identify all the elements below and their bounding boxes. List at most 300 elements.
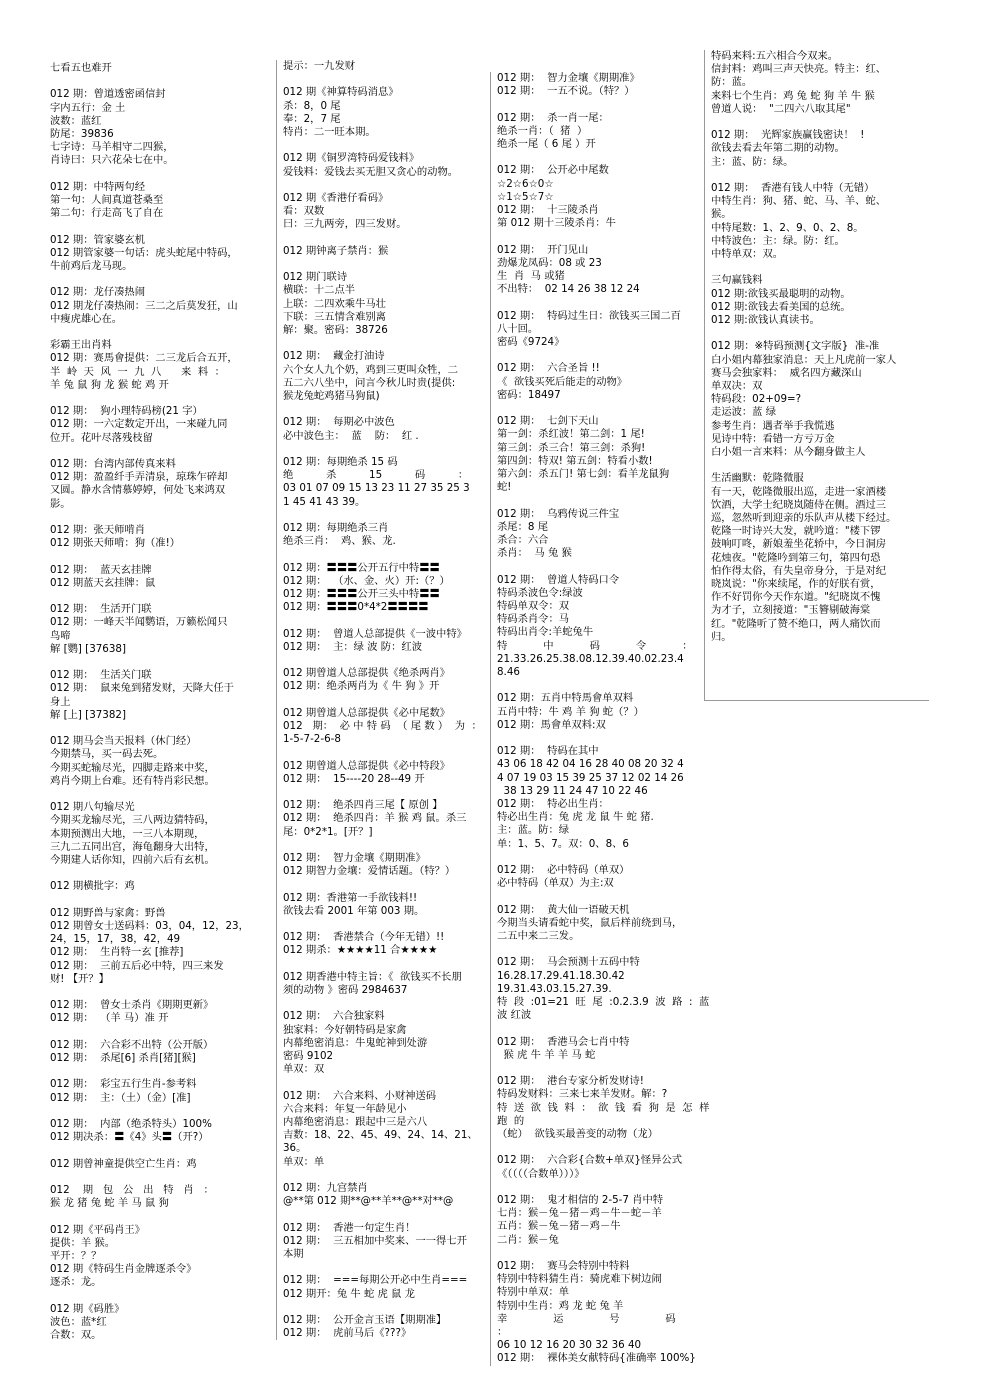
text-line: 今期禁马，买一码去死。 xyxy=(50,748,164,761)
text-line xyxy=(497,732,711,745)
text-line: 012 期：〓〓〓公开三头中特〓〓 xyxy=(283,587,440,600)
text-line: 横联：十二点半 xyxy=(283,284,356,297)
text-line: 特码单双令：双 xyxy=(497,600,570,612)
text-line: 012 期： 彩宝五行生肖-参考料 xyxy=(50,1078,197,1091)
text-line: 012 期横批字：鸡 xyxy=(50,880,135,893)
text-line xyxy=(283,232,497,245)
text-line: 绝 杀 15 码 ： xyxy=(283,469,469,482)
column-3 xyxy=(490,72,722,1366)
text-line: 012 期：绝杀两肖为《 牛 狗 》开 xyxy=(283,680,440,693)
text-line: 《 欲钱买死后能走的动物》 xyxy=(497,375,628,388)
text-line: 猴。 xyxy=(711,208,732,221)
text-line: 特别中单双：单 xyxy=(497,1286,570,1299)
text-line xyxy=(283,958,497,971)
text-line: 参考生肖：遇者举手我慌逃 xyxy=(711,419,835,432)
text-line: 五肖中特：牛 鸡 羊 狗 蛇（？） xyxy=(497,705,644,718)
text-line: 有一天，乾隆微服出巡，走进一家酒楼 xyxy=(711,485,887,498)
text-line: 012 期：赛馬會提供：二三龙后合五开， xyxy=(50,352,238,365)
text-line: 密码 9102 xyxy=(283,1049,334,1062)
text-line xyxy=(283,1261,497,1274)
text-line xyxy=(497,1022,711,1035)
text-line: 又圆。静水含情慕婷婷，何处飞来鸿双 xyxy=(50,484,226,497)
text-line: 012 期： 特必出生肖： xyxy=(497,798,609,811)
text-line: 波 红波 xyxy=(497,1009,532,1022)
text-line: 012 期： 15----20 28--49 开 xyxy=(283,772,425,785)
text-line: 合数：双。 xyxy=(50,1329,102,1342)
text-line: 012 期管家婆一句话：虎头蛇尾中特码， xyxy=(50,246,238,259)
text-line: 上联：二四欢乘牛马壮 xyxy=(283,297,386,310)
text-line: 字内五行：金 土 xyxy=(50,101,126,114)
text-line: 012 期蓝天玄挂牌：鼠 xyxy=(50,576,156,589)
text-line: 012 期杀：★★★★11 合★★★★ xyxy=(283,944,438,957)
text-line: 特别中生肖：鸡 龙 蛇 兔 羊 xyxy=(497,1299,624,1312)
text-line: 21.33.26.25.38.08.12.39.40.02.23.4 xyxy=(497,652,684,665)
text-line xyxy=(497,98,711,111)
text-line: 白小姐内幕独家消息：天上凡虎前一家人 xyxy=(711,353,897,366)
text-line: 单双决：双 xyxy=(711,380,763,393)
text-line: 012 期： 绝杀四肖三尾【 原创 】 xyxy=(283,799,443,812)
text-line: 012 期龙仔凑热闹：三二之后莫发狂，山 xyxy=(50,299,238,312)
text-line xyxy=(50,590,268,603)
text-line: 1 45 41 43 39。 xyxy=(283,495,366,508)
text-line: 012 期： 狗小理特码榜(21 字） xyxy=(50,405,203,418)
text-line: 012 期：一六定数定开出，一来碰九同 xyxy=(50,418,228,431)
text-line: 六个女人九个奶，鸡到三更叫众牲，二 xyxy=(283,363,459,376)
text-line xyxy=(497,494,711,507)
text-line xyxy=(50,788,268,801)
text-line: 提供：羊 猴。 xyxy=(50,1236,116,1249)
text-line: 012 期：馬會单双料:双 xyxy=(497,718,606,731)
text-line xyxy=(497,890,711,903)
text-line: 012 期： 黄大仙一语破天机 xyxy=(497,903,630,916)
text-line: 杀合：六合 xyxy=(497,534,549,546)
text-line: 三九二五同出宫，海龟翻身大出特， xyxy=(50,840,215,853)
text-line: 012 期香港中特主旨：《 欲钱买不长朋 xyxy=(283,970,462,983)
text-line: 主：蓝。防：绿 xyxy=(497,824,570,837)
text-line: 欲钱去看去年第二期的动物。 xyxy=(711,142,845,155)
text-line: 012 期《码胜》 xyxy=(50,1302,125,1315)
text-line: 财! 【开？】 xyxy=(50,972,109,985)
text-line xyxy=(283,997,497,1010)
text-line: 012 期： 主：绿 波 防：红波 xyxy=(283,640,422,653)
text-line: 七字诗：马羊相守二四猴， xyxy=(50,141,174,154)
text-line: 012 期《特码生肖金牌逐杀令》 xyxy=(50,1263,197,1276)
text-line: 内幕绝密消息：跟起中三是六八 xyxy=(283,1115,428,1128)
text-line: 欲钱去看 2001 年第 003 期。 xyxy=(283,904,425,917)
text-line: 必中特码（单双）为主:双 xyxy=(497,877,614,890)
text-line: 特码发财料：三来七来羊发财。解：? xyxy=(497,1088,668,1101)
text-line: 中特波色：主：绿。防：红。 xyxy=(711,234,845,247)
text-line: 赛马会独家料： 威名四方藏深山 xyxy=(711,366,862,379)
text-line xyxy=(283,614,497,627)
text-line xyxy=(283,654,497,667)
text-line xyxy=(283,878,497,891)
text-line xyxy=(50,867,268,880)
text-line: 012 期：每期绝杀三肖 xyxy=(283,521,389,534)
text-line: 012 期： 三五相加中奖来、一一得七开 xyxy=(283,1234,467,1247)
text-line: 独家料：今好朝特码是家禽 xyxy=(283,1023,407,1036)
text-line: 第一句：人间真道苍桑至 xyxy=(50,194,164,206)
text-line: 绝杀三肖： 鸡、猴、龙. xyxy=(283,535,396,548)
text-line: 012 期曾神童提供空亡生肖：鸡 xyxy=(50,1157,197,1170)
text-line: 今期买蛇输尽光，四脚走路来中奖， xyxy=(50,761,215,774)
text-line: 1-5-7-2-6-8 xyxy=(283,733,341,746)
text-line xyxy=(283,746,497,759)
text-line: 012 期： 内部（绝杀特头）100% xyxy=(50,1117,212,1130)
text-line xyxy=(50,1290,268,1303)
text-line: 012 期： 光辉家族赢钱密诀！ ! xyxy=(711,129,865,142)
text-line: 红。"乾隆听了赞不绝口，两人痛饮而 xyxy=(711,617,881,630)
text-line: 012 期:欲钱认真读书。 xyxy=(711,314,820,327)
text-line: 主：蓝、防：绿。 xyxy=(711,155,794,168)
text-line xyxy=(50,986,268,999)
text-line: 012 期：管家婆玄机 xyxy=(50,233,146,246)
text-line: 012 期： 智力金壤《期期准》 xyxy=(497,72,640,84)
text-line: 猴 龙 猪 兔 蛇 羊 马 鼠 狗 xyxy=(50,1197,169,1210)
text-line: 彩霸王出肖料 xyxy=(50,339,112,352)
text-line xyxy=(711,169,925,182)
text-line: 012 期：每期绝杀 15 码 xyxy=(283,455,398,468)
text-line xyxy=(283,403,497,416)
text-line: 杀肖： 马 兔 猴 xyxy=(497,547,572,560)
text-line xyxy=(283,139,497,152)
text-line: 012 期： 港台专家分析发财诗! xyxy=(497,1075,644,1088)
text-line: 须的动物 》密码 2984637 xyxy=(283,983,408,996)
text-line: 012 期： 鼠来兔到猪发财，天降大任于 xyxy=(50,682,234,695)
text-line: 归。 xyxy=(711,630,732,643)
text-line: 24，15，17，38，42，49 xyxy=(50,933,181,946)
text-line xyxy=(50,445,268,458)
text-line: 特码段：02+09=? xyxy=(711,393,802,406)
text-line: 012 期： 十三陵杀肖 xyxy=(497,204,599,216)
text-line: 012 期：九宫禁肖 xyxy=(283,1181,368,1194)
text-line: 012 期智力金壤：爱情话题。（特？） xyxy=(283,865,456,878)
text-line: 012 期： 必 中 特 码 （ 尾 数 ） 为 ： xyxy=(283,719,482,732)
text-line: 012 期:欲钱去看美国的总统。 xyxy=(711,300,851,313)
text-line xyxy=(283,1301,497,1314)
text-line: 012 期： 曾道人特码口令 xyxy=(497,573,620,586)
text-line: 012 期： 特码在其中 xyxy=(497,745,599,758)
text-line: 012 期： 主：（土）（金）[准] xyxy=(50,1091,191,1104)
text-line: 乾隆一时诗兴大发，就吟道："楼下锣 xyxy=(711,525,881,538)
text-line: 特肖：二一旺本期。 xyxy=(283,126,376,138)
text-line: 012 期： 香港禁合（今年无错）!! xyxy=(283,931,445,944)
text-line xyxy=(50,1144,268,1157)
text-line xyxy=(283,443,497,456)
text-line: 第三剑：杀三合！第三剑：杀狗! xyxy=(497,441,646,454)
text-line: 012 期： 生活开门联 xyxy=(50,603,152,616)
text-line xyxy=(50,550,268,563)
text-line xyxy=(283,918,497,931)
text-line: 二肖：猴－兔 xyxy=(497,1233,559,1246)
text-line xyxy=(711,261,925,274)
text-line xyxy=(50,894,268,907)
text-line: 8.46 xyxy=(497,666,520,679)
text-line: 鼓响叮咚，新娘羞坐花轿中，今日洞房 xyxy=(711,538,887,551)
text-line: 劲爆龙凤码：08 或 23 xyxy=(497,256,602,269)
text-line xyxy=(711,459,925,472)
text-line: 012 期： 裸体美女献特码{准确率 100%} xyxy=(497,1352,696,1365)
text-line: 012 期： 香港有钱人中特（无错） xyxy=(711,182,875,194)
text-line: 012 期： 六合来料、小财神送码 xyxy=(283,1089,437,1102)
text-line: 五二六八坐中，问言今秋儿时贵(提供: xyxy=(283,376,456,389)
text-line xyxy=(50,75,268,88)
text-line: 特码杀波色令:绿波 xyxy=(497,586,583,599)
text-line: 012 期： 虎前马后《???》 xyxy=(283,1327,412,1340)
text-line xyxy=(283,839,497,852)
text-line: 单双：双 xyxy=(283,1063,325,1076)
text-line: 密码《9724》 xyxy=(497,336,565,348)
text-line: 波色：蓝*红 xyxy=(50,1315,107,1328)
text-line xyxy=(283,1076,497,1089)
text-line: 012 期： 香港一句定生肖！ xyxy=(283,1221,416,1234)
text-line: 牛前鸡后龙马现。 xyxy=(50,260,133,272)
text-line: 012 期： 曾道人总部提供《一波中特》 xyxy=(283,627,467,640)
text-line: 012 期： 六合圣旨 !! xyxy=(497,362,600,375)
text-line: 内幕绝密消息：牛鬼蛇神到处游 xyxy=(283,1036,428,1049)
text-line: 012 期《平码肖王》 xyxy=(50,1223,146,1236)
text-line: 012 期： 乌鸦传说三件宝 xyxy=(497,507,620,520)
text-line: 幸 运 号 码 ： xyxy=(497,1312,722,1339)
text-line: 012 期： 赛马会特别中特料 xyxy=(497,1260,630,1272)
text-line xyxy=(50,1210,268,1223)
text-line: 身上 xyxy=(50,695,71,708)
text-line: 肖诗曰：只六花朵七在中。 xyxy=(50,154,174,167)
text-line: 012 期： 蓝天玄挂牌 xyxy=(50,563,152,576)
text-line: 鸟啼 xyxy=(50,629,71,642)
text-line: 防尾：39836 xyxy=(50,128,114,140)
text-line: 36。 xyxy=(283,1142,307,1155)
text-line: 19.31.43.03.15.27.39. xyxy=(497,982,612,995)
text-line: 解 [鹦] [37638] xyxy=(50,642,126,655)
text-line: 012 期曾道人总部提供《必中尾数》 xyxy=(283,706,451,719)
text-line: 012 期：盈盈纤手弄清泉，琼珠乍碎却 xyxy=(50,471,228,484)
text-line: 特码来料:五六相合今双来。 xyxy=(711,50,839,62)
text-line xyxy=(50,1105,268,1118)
text-line xyxy=(497,296,711,309)
text-line: ☆2☆6☆0☆ xyxy=(497,177,554,190)
text-line: 特码出肖令:羊蛇兔牛 xyxy=(497,626,594,639)
text-line xyxy=(497,560,711,573)
text-line: 012 期： 杀尾[6] 杀肖[猪][猴] xyxy=(50,1051,196,1064)
text-line: 012 期： （水、金、火）开:（？） xyxy=(283,574,450,587)
text-line: 为才子，立刻接道："玉簪剔破海棠 xyxy=(711,604,871,617)
text-line: 吉数：18、22、45、49、24、14、21、 xyxy=(283,1129,478,1142)
text-line: 绝杀一肖：（ 猪 ） xyxy=(497,124,588,137)
text-line: @**第 012 期**@**羊**@**对**@ xyxy=(283,1195,454,1208)
text-line xyxy=(497,349,711,362)
text-line: 白小姐一言来料：从今翻身做主人 xyxy=(711,446,866,459)
text-line: 奉：2，7 尾 xyxy=(283,112,341,125)
text-line xyxy=(283,179,497,192)
text-line: 逐杀：龙。 xyxy=(50,1276,102,1289)
text-line: 八十回。 xyxy=(497,322,539,335)
text-line: 012 期： 杀一肖一尾： xyxy=(497,111,609,124)
text-line: 《（（（（合数单）））》 xyxy=(497,1167,585,1180)
column-4 xyxy=(704,50,929,701)
text-line: 012 期： 必中特码（单双） xyxy=(497,864,630,877)
text-line xyxy=(497,1181,711,1194)
text-line xyxy=(283,694,497,707)
text-line: 012 期曾道人总部提供《绝杀两肖》 xyxy=(283,667,451,680)
text-line: 06 10 12 16 20 30 32 36 40 xyxy=(497,1339,642,1352)
text-line xyxy=(50,656,268,669)
text-line: 尾：0*2*1。[开？] xyxy=(283,825,373,838)
text-line xyxy=(283,548,497,561)
column-1 xyxy=(50,62,274,1342)
text-line: 012 期： 开门见山 xyxy=(497,243,589,256)
text-line: 二五中来二三发。 xyxy=(497,930,580,943)
text-line: 蛇! xyxy=(497,481,512,494)
text-line xyxy=(283,786,497,799)
text-line xyxy=(50,168,268,181)
text-line: 特别中特料猜生肖：骑虎难下树边闹 xyxy=(497,1273,662,1286)
text-line: 012 期：龙仔凑热闹 xyxy=(50,286,146,299)
text-line xyxy=(50,273,268,286)
text-line xyxy=(497,151,711,164)
text-line: 012 期八句输尽光 xyxy=(50,801,135,814)
text-line: 012 期： 智力金壤《期期准》 xyxy=(283,851,426,864)
text-line: 第二句：行走高飞了自在 xyxy=(50,207,164,220)
text-line: 半 岭 天 风 一 九 八 来 料 ： xyxy=(50,365,225,378)
text-line xyxy=(50,326,268,339)
text-line: 绝杀一尾（ 6 尾 ）开 xyxy=(497,138,596,150)
text-line: 012 期：一峰天半闻鹦语，万籁松闻只 xyxy=(50,616,228,629)
text-line: 012 期： （羊 马）准 开 xyxy=(50,1012,169,1025)
text-line: 猴龙兔蛇鸡猪马狗鼠) xyxy=(283,389,380,402)
text-line xyxy=(283,1169,497,1182)
text-line: 38 13 29 11 24 47 10 22 46 xyxy=(497,784,648,797)
text-line: 中特单双：双。 xyxy=(711,248,784,261)
text-line: 012 期： 六合独家料 xyxy=(283,1010,385,1023)
text-line: 密码：18497 xyxy=(497,388,561,401)
text-line: 012 期马会当天报料（休门经） xyxy=(50,735,197,748)
text-line: 饮酒，大学士纪晓岚随侍在侧。酒过三 xyxy=(711,498,887,511)
text-line: 012 期：〓〓〓0*4*2〓〓〓〓 xyxy=(283,601,429,614)
text-line: 爱钱料：爱钱去买无胆又贪心的动物。 xyxy=(283,165,459,178)
text-line: 下联：三五情含难别离 xyxy=(283,310,386,323)
text-line xyxy=(711,116,925,129)
text-line: 提示：一九发财 xyxy=(283,60,356,72)
text-line: 今期买龙输尽光，三八两边猜特码， xyxy=(50,814,215,827)
text-line: 特码杀肖令：马 xyxy=(497,613,570,626)
text-line: 012 期： 公开金言玉语【期期准】 xyxy=(283,1313,447,1326)
text-line xyxy=(497,230,711,243)
text-line: 七肖：猴－兔－猪－鸡－牛－蛇－羊 xyxy=(497,1207,662,1220)
text-line: 今期建人话你知，四前六后有玄机。 xyxy=(50,853,215,866)
text-line xyxy=(283,509,497,522)
text-line: 012 期：五肖中特馬會单双料 xyxy=(497,692,634,705)
text-line: 012 期： 鬼才相信的 2-5-7 肖中特 xyxy=(497,1194,664,1206)
text-line: 影。 xyxy=(50,497,71,510)
text-line: 03 01 07 09 15 13 23 11 27 35 25 3 xyxy=(283,482,470,495)
text-line: 012 期： 三前五后必中特，四三来发 xyxy=(50,959,224,972)
text-line: 怕作得太俗，有失皇帝身分，于是对纪 xyxy=(711,564,887,577)
text-line: 012 期： 七剑下天山 xyxy=(497,415,599,428)
text-line: 012 期《香港仔看码》 xyxy=(283,191,389,204)
text-line: 作不好罚你今天作东道。"纪晓岚不愧 xyxy=(711,591,881,604)
text-line: 五肖：猴－兔－猪－鸡－牛 xyxy=(497,1220,621,1233)
text-line: 012 期开：兔 牛 蛇 虎 鼠 龙 xyxy=(283,1287,415,1300)
text-line: 012 期钟离子禁肖：猴 xyxy=(283,244,389,257)
text-line xyxy=(50,220,268,233)
text-line: 生活幽默：乾隆微服 xyxy=(711,472,804,485)
text-line: 解 [上] [37382] xyxy=(50,708,126,721)
text-line: 鸡肖今期上台难。还有特肖彩民想。 xyxy=(50,774,215,787)
text-line: 012 期野兽与家禽：野兽 xyxy=(50,906,166,919)
text-line xyxy=(50,1065,268,1078)
text-line xyxy=(50,511,268,524)
text-line: 012 期《神算特码消息》 xyxy=(283,86,399,99)
text-line: 012 期：※特码预测{文字版} 准-准 xyxy=(711,340,880,353)
text-line: 012 期：香港第一手欲钱料!! xyxy=(283,891,418,904)
text-line xyxy=(497,1062,711,1075)
text-line: 16.28.17.29.41.18.30.42 xyxy=(497,969,625,982)
text-line: 曾道人说： "二四六八取其尾" xyxy=(711,102,851,115)
text-line: 012 期： 藏金打油诗 xyxy=(283,350,385,363)
text-line: 平开：？？ xyxy=(50,1249,102,1262)
text-line: 012 期： 一五不说。（特？） xyxy=(497,85,635,98)
text-line: 012 期决杀：〓《4》头〓（开?） xyxy=(50,1131,209,1144)
text-line: 不出特： 02 14 26 38 12 24 xyxy=(497,283,640,296)
text-line: 012 期门联诗 xyxy=(283,271,348,284)
text-line: 走运波：蓝 绿 xyxy=(711,406,777,419)
text-line: （蛇） 欲钱买最善变的动物（龙） xyxy=(497,1128,658,1141)
text-line xyxy=(497,851,711,864)
text-line: 第六剑：杀五门! 第七剑：看羊龙鼠狗 xyxy=(497,468,670,480)
text-line: 012 期： 六合彩{合数+单双}怪异公式 xyxy=(497,1154,683,1167)
text-line: 巡，忽然听到迎亲的乐队声从楼下经过。 xyxy=(711,512,897,525)
text-line: 本期 xyxy=(283,1247,304,1260)
text-line: 012 期： 马会预测十五码中特 xyxy=(497,956,640,969)
text-line: 三句赢钱料 xyxy=(711,274,763,287)
text-line: 第一剑：杀红波！第二剑：1 尾! xyxy=(497,428,645,441)
text-line: 012 期 包 公 出 特 肖 ： xyxy=(50,1183,214,1196)
text-line xyxy=(497,402,711,415)
text-line: 中特生肖：狗、猪、蛇、马、羊、蛇、 xyxy=(711,195,887,208)
text-line xyxy=(50,392,268,405)
text-line: 解：聚。密码：38726 xyxy=(283,323,388,336)
text-line: 看：双数 xyxy=(283,205,325,218)
text-line: 012 期：台湾内部传真来料 xyxy=(50,457,176,470)
text-line: 012 期： 公开必中尾数 xyxy=(497,164,609,177)
text-line xyxy=(50,1026,268,1039)
text-line: 中瘦虎雄心在。 xyxy=(50,312,123,325)
text-line: 012 期： 每期必中波色 xyxy=(283,416,395,429)
text-line xyxy=(283,73,497,86)
text-line xyxy=(50,722,268,735)
text-line: 位开。花叶尽落残枝留 xyxy=(50,431,153,444)
text-line: 特 送 欲 钱 料 ： 欲 钱 看 狗 是 怎 样 跑 的 xyxy=(497,1101,716,1127)
text-line: 今期当头请看蛇中奖，鼠后样前绕到马， xyxy=(497,916,683,929)
text-line: 中特尾数：1、2、9、0、2、8。 xyxy=(711,221,864,234)
text-line: 信封料：鸡叫三声天快亮。特主：红、 xyxy=(711,63,887,76)
text-line: 曰：三九两旁，四三发财。 xyxy=(283,218,407,231)
text-line: 012 期:欲钱买最聪明的动物。 xyxy=(711,287,851,300)
text-line: 012 期：张天师啃肖 xyxy=(50,523,146,536)
text-line: 012 期： 曾女士杀肖《期期更新》 xyxy=(50,999,214,1012)
text-line: 012 期： 绝杀四肖：羊 猴 鸡 鼠。杀三 xyxy=(283,812,467,825)
text-line: 猴 虎 牛 羊 羊 马 蛇 xyxy=(497,1048,596,1061)
text-line: 特 中 码 令 ： xyxy=(497,639,693,652)
text-line: 晓岚说："你来续尾，作的好朕有赏， xyxy=(711,578,881,591)
text-line: 012 期：中特两句经 xyxy=(50,180,146,193)
text-line: 012 期： 生活关门联 xyxy=(50,669,152,682)
text-line: 花烛夜。"乾隆吟到第三句，第四句恐 xyxy=(711,551,881,564)
text-line: 特 段 :01=21 旺 尾 :0.2.3.9 波 路 : 蓝 xyxy=(497,996,710,1009)
text-line xyxy=(283,258,497,271)
text-line: 012 期曾女士送码料：03，04，12，23， xyxy=(50,919,249,932)
